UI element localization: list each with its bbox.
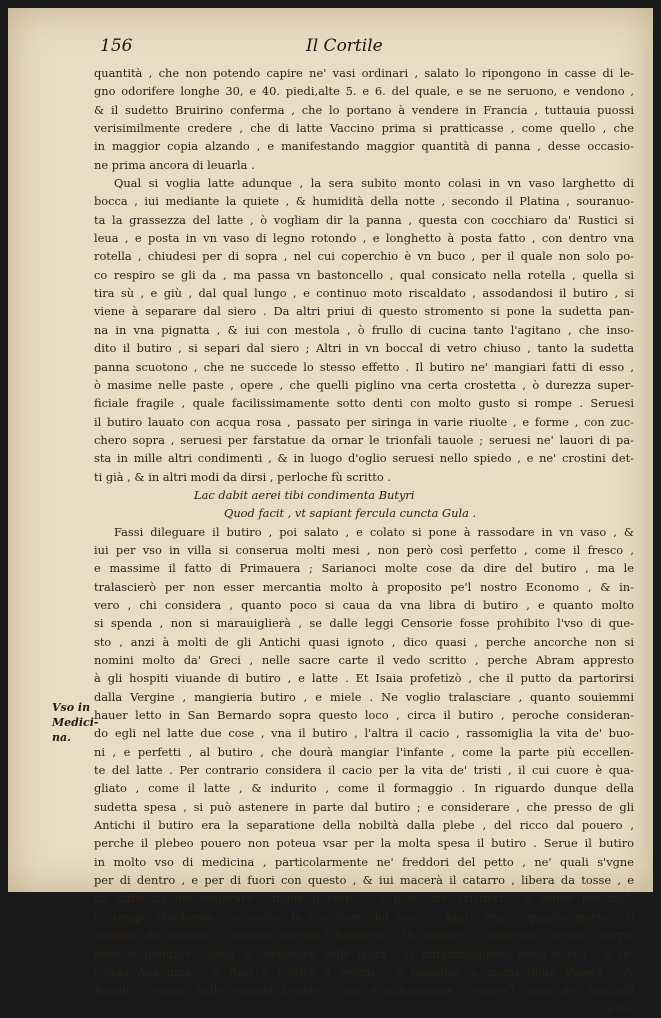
text-line: verisimilmente credere , che di latte Vaccino prima si pratticasse , come quello , che: [94, 121, 634, 136]
text-line: à gli hospiti viuande di butiro , e latte . Et Isaia profetizò , che il putto da partorirsi: [94, 671, 634, 686]
text-line: ni , e perfetti , al butiro , che dourà mangiar l'infante , come la parte più eccellen-: [94, 744, 634, 759]
book-page: [8, 8, 653, 1016]
text-line: co respiro se gli da , ma passa vn bastoncello , qual consicato nella rotella , quella si: [94, 267, 634, 282]
text-line: Fassi dileguare il butiro , poi salato , e colato si pone à rassodare in vn vaso , &: [114, 524, 634, 539]
text-line: ficiale fragile , quale facilissimamente sotto denti con molto gusto si rompe . Seruesi: [94, 396, 634, 411]
margin-note-line: na.: [52, 731, 71, 744]
text-line: e de': [606, 1001, 634, 1016]
text-line: panna scuotono , che ne succede lo stesso effetto . Il butiro ne' mangiari fatti di esso ,: [94, 359, 634, 374]
text-line: viene à separare dal siero . Da altri priui di questo stromento si pone la sudetta pan-: [94, 304, 634, 319]
margin-note-line: Vso in: [52, 701, 91, 714]
text-line: e massime il fatto di Primauera ; Sarianoci molte cose da dire del butiro , ma le: [94, 561, 634, 576]
text-line: vogliam dir rottorio , matura ancora i foroncoli , fà sputare , conferma i denti , corro-: [94, 928, 634, 943]
text-line: Aspide , vsano nelle regioni fredde , oue è abbondante , vnger'i corpi de' fanciulli: [94, 983, 634, 998]
text-line: hauer letto in San Bernardo sopra questo loco , circa il butiro , peroche consideran-: [94, 708, 634, 723]
text-line: sta in mille altri condimenti , & in luogo d'oglio seruesi nello spiedo , e ne' crostini det-: [94, 451, 634, 466]
text-line: quantità , che non potendo capire ne' vasi ordinari , salato lo ripongono in casse di le-: [94, 66, 634, 80]
text-line: to tempo obediente ; e contro le cucciture del fuoco , tanto viuo , quanto morto , ò: [94, 909, 634, 924]
text-line: in molto vso di medicina , particolarmente ne' freddori del petto , ne' quali s'vgne: [94, 854, 634, 869]
page-header: [8, 36, 653, 58]
page-number: 156: [100, 36, 133, 56]
text-line: vero , chi considera , quanto poco si caua da vna libra di butiro , e quanto molto: [94, 597, 634, 612]
text-line: tira sù , e giù , dal qual lungo , e continuo moto riscaldato , assodandosi il butiro , si: [94, 286, 634, 301]
margin-note-line: Medici-: [52, 716, 99, 729]
text-line: leua , e posta in vn vaso di legno rotondo , e longhetto à posta fatto , con dentro vna: [94, 231, 634, 246]
text-line: condo Auicenna , e Rasi è contro à veleni , e massime à morsi della Vipera , &: [94, 964, 634, 979]
text-line: Qual si voglia latte adunque , la sera subito monto colasi in vn vaso larghetto di: [114, 176, 634, 191]
verse-line: Lac dabit aerei tibi condimenta Butyri: [194, 487, 415, 502]
text-line: ti già , & in altri modi da dirsi , perloche fù scritto .: [94, 469, 391, 484]
verse-line: Quod facit , vt sapiant fercula cuncta Gula .: [224, 506, 477, 521]
text-line: rotella , chiudesi per di sopra , nel cui coperchio è vn buco , per il quale non solo po-: [94, 249, 634, 264]
text-line: ta la grassezza del latte , ò vogliam dir la panna , questa con cocchiaro da' Rustici si: [94, 212, 634, 227]
text-line: perche il plebeo pouero non poteua vsar per la molta spesa il butiro . Serue il butiro: [94, 836, 634, 851]
text-line: dito il butiro , si separi dal siero ; Altri in vn boccal di vetro chiuso , tanto la sudetta: [94, 341, 634, 356]
text-line: iui per vso in villa si conserua molti mesi , non però così perfetto , come il fresco ,: [94, 542, 634, 557]
text-line: per di dentro , e per di fuori con questo , & iui macerà il catarro , libera da tosse , e: [94, 873, 634, 888]
text-line: gliato , come il latte , & indurito , come il formaggio . In riguardo dunque della: [94, 781, 634, 796]
text-line: Antichi il butiro era la separatione della nobiltà dalla plebe , del ricco dal pouero ,: [94, 818, 634, 833]
margin-note: [52, 700, 98, 745]
running-title: Il Cortile: [306, 36, 383, 56]
text-line: da difficoltà nel respirare , moue il corpo , e posto ne' cristieri , lo rende per mol-: [94, 891, 634, 906]
text-line: ne prima ancora di leuarla .: [94, 157, 255, 172]
text-line: chero sopra , seruesi per farstatue da ornar le trionfali tauole ; seruesi ne' lauori di pa-: [94, 432, 634, 447]
text-line: do egli nel latte due cose , vna il butiro , l'altra il cacio , rassomiglia la vita de' buo-: [94, 726, 634, 741]
text-line: ò masime nelle paste , opere , che quelli piglino vna certa crostetta , ò durezza super-: [94, 377, 634, 392]
text-line: na in vna pignatta , & iui con mestola , ò frullo di cucina tanto l'agitano , che inso-: [94, 322, 634, 337]
text-line: nomini molto da' Greci , nelle sacre carte il vedo scritto , perche Abram appresto: [94, 653, 634, 667]
text-line: & il sudetto Bruirino conferma , che lo portano à vendere in Francia , tuttauia puossi: [94, 102, 634, 117]
text-line: in maggior copia alzando , e manifestando maggior quantità di panna , desse occasio-: [94, 139, 634, 154]
body-text: [94, 64, 634, 1018]
text-line: il butiro lauato con acqua rosa , passato per siringa in varie riuolte , e forme , con zuc-: [94, 414, 634, 429]
text-line: bocca , iui mediante la quiete , & humidità della notte , secondo il Platina , souranuo-: [94, 194, 634, 209]
text-line: te del latte . Per contrario considera il cacio per la vita de' tristi , il cui cuore è qua-: [94, 763, 634, 778]
text-line: bora le gengiue ; sana le crepature delle labra , & infiammaggioni della bocca , e se-: [94, 946, 634, 961]
text-line: gno odorifere longhe 30, e 40. piedi,alte 5. e 6. del quale, e se ne seruono, e vendono ,: [94, 84, 634, 99]
text-line: dalla Vergine , mangieria butiro , e miele . Ne voglio tralasciare , quanto souiemmi: [94, 689, 634, 704]
text-line: sudetta spesa , si può astenere in parte dal butiro ; e considerare , che presso de gli: [94, 799, 634, 814]
text-line: tralascierò per non esser mercantia molto à proposito pe'l nostro Economo , & in-: [94, 579, 634, 594]
text-line: si spenda , non si marauiglierà , se dalle leggi Censorie fosse prohibito l'vso di que-: [94, 616, 634, 631]
text-line: sto , anzi à molti de gli Antichi quasi ignoto , dico quasi , perche ancorche non si: [94, 634, 634, 649]
